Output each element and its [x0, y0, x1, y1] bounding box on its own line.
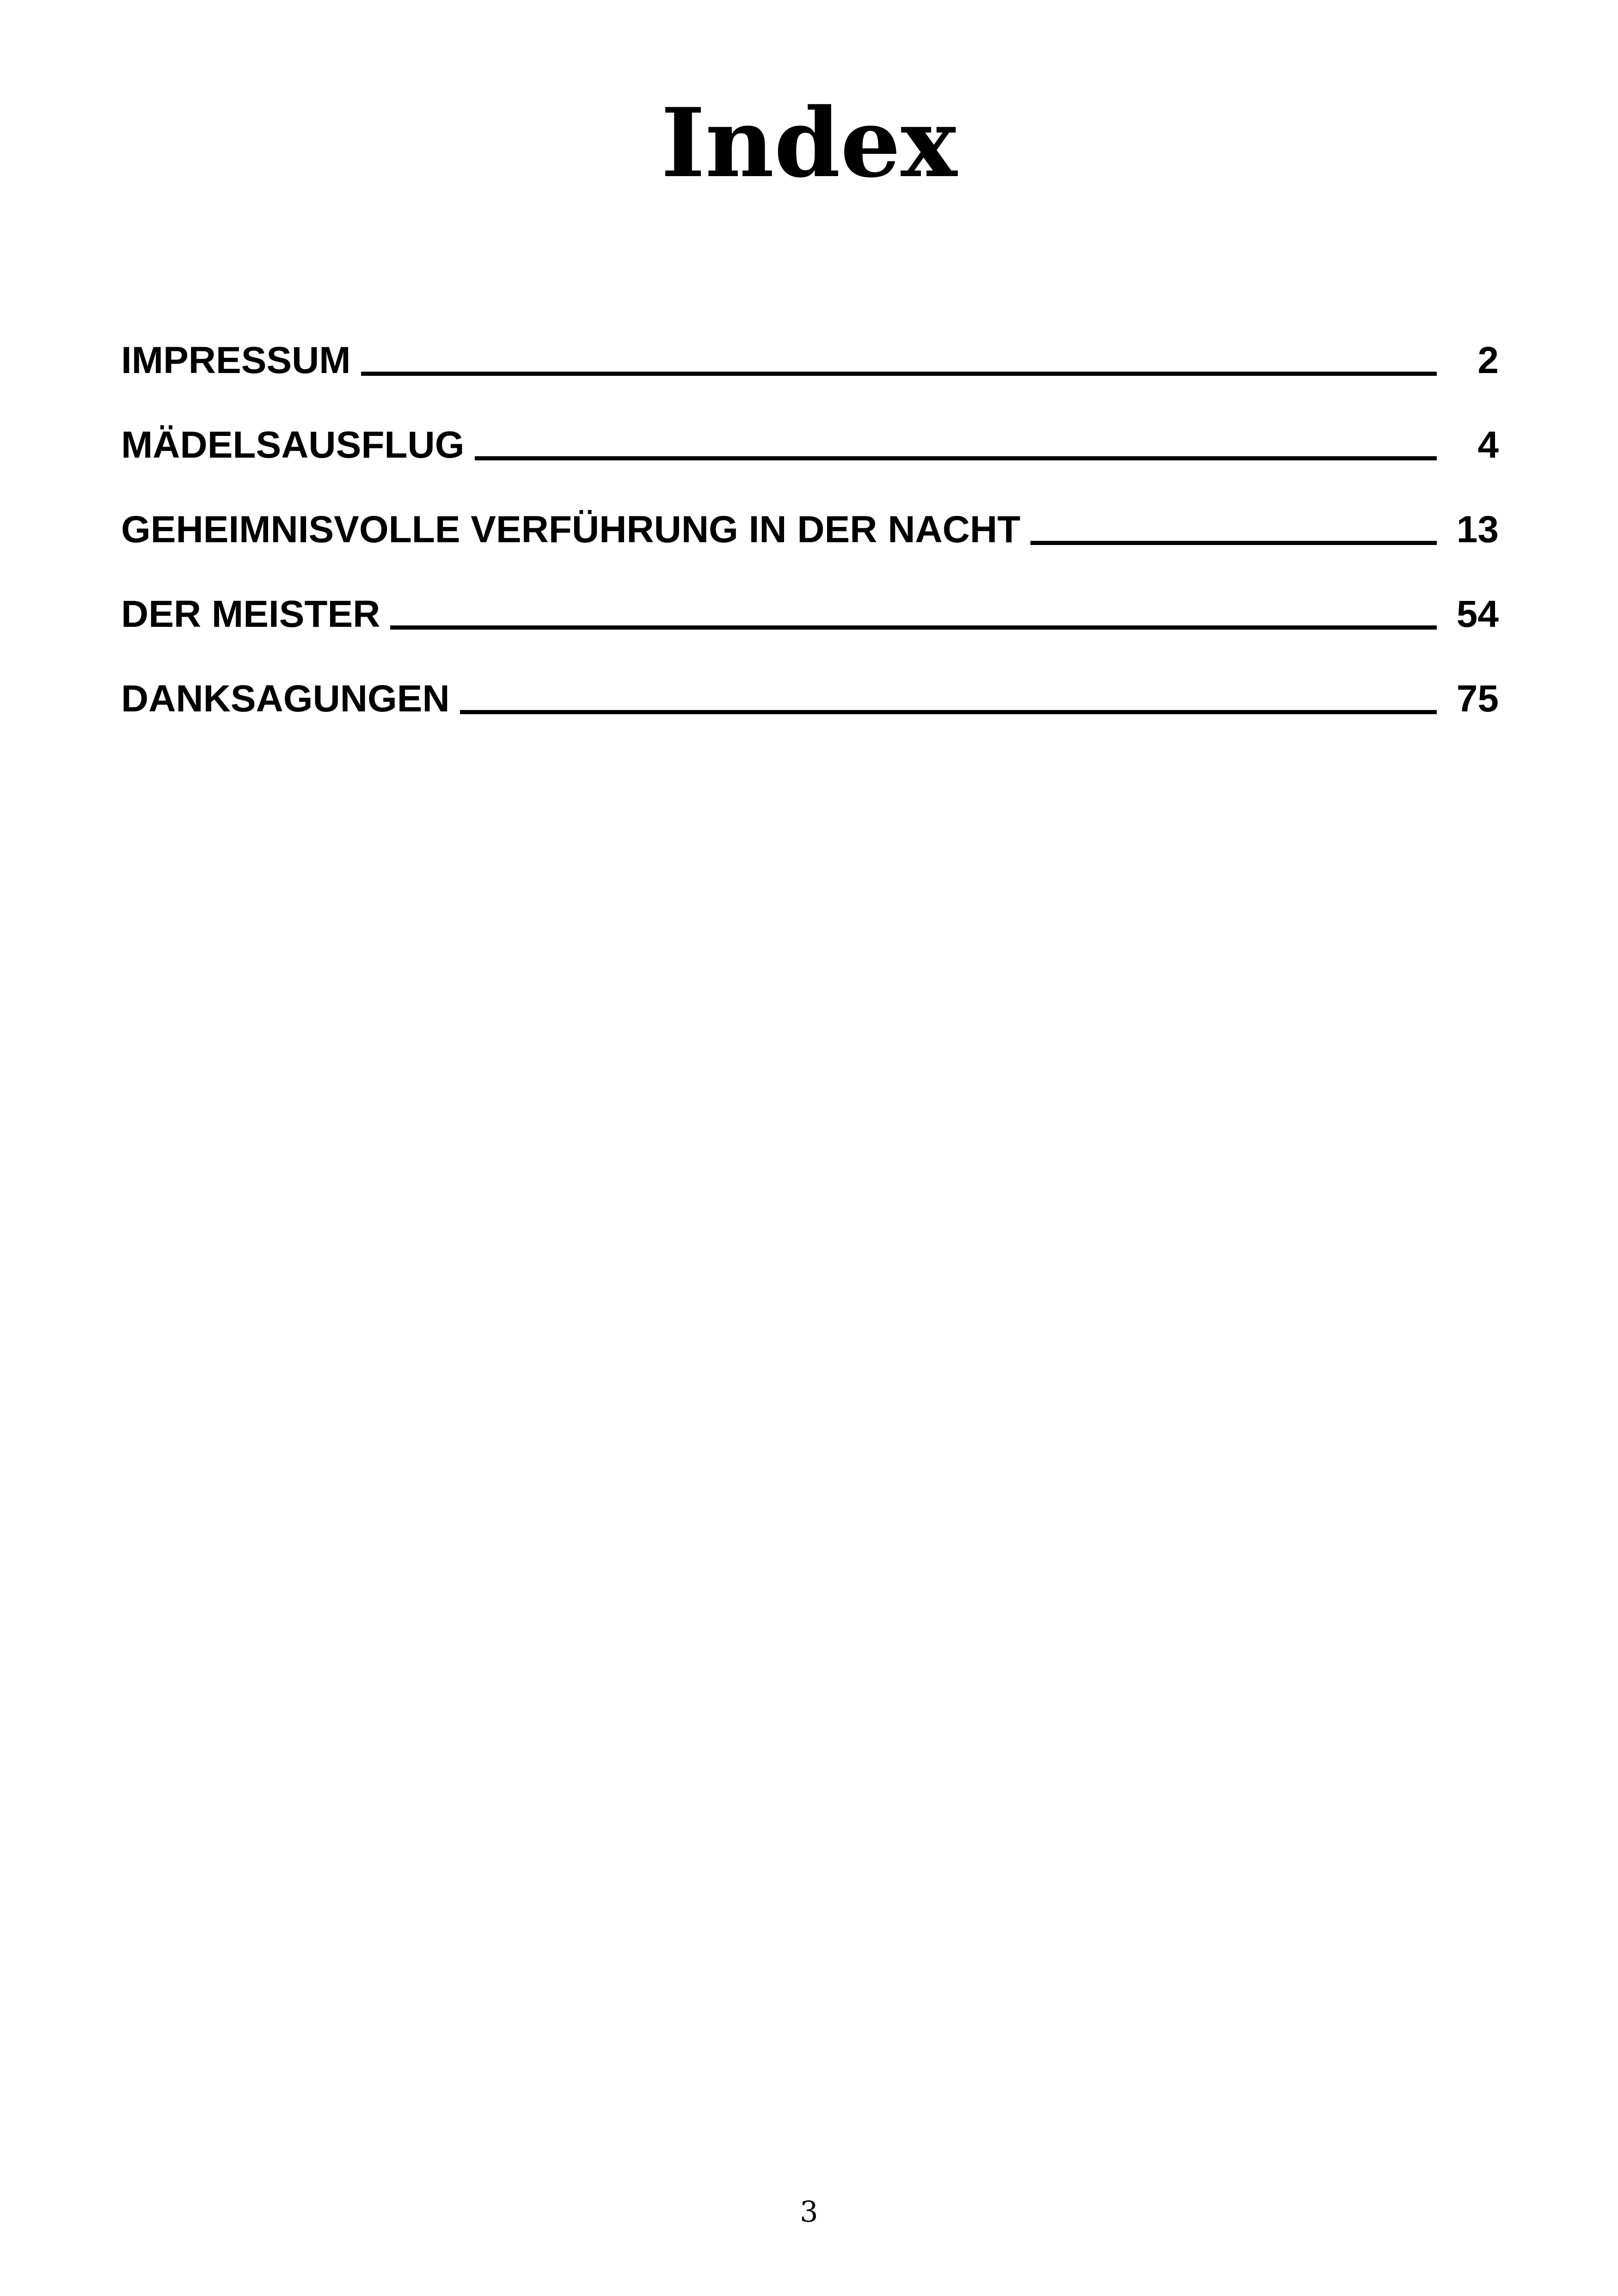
page-title: Index [661, 88, 957, 199]
toc-entry-maedelsausflug[interactable] [121, 417, 1499, 502]
toc-entry-label: DANKSAGUNGEN [121, 678, 450, 720]
toc-entry-page: 2 [1477, 339, 1499, 381]
toc-entry-label: MÄDELSAUSFLUG [121, 424, 465, 466]
toc-leader-line [1030, 541, 1437, 545]
toc-leader-line [361, 372, 1437, 376]
toc-leader-line [390, 625, 1437, 630]
toc-entry-der-meister[interactable] [121, 587, 1499, 671]
toc-entry-label: DER MEISTER [121, 593, 380, 635]
toc-entry-page: 75 [1456, 678, 1499, 720]
toc-entry-geheimnisvolle-verfuehrung[interactable] [121, 502, 1499, 587]
toc-entry-page: 4 [1477, 424, 1499, 466]
toc-leader-line [460, 710, 1437, 714]
toc-entry-page: 54 [1456, 593, 1499, 635]
table-of-contents [121, 333, 1499, 756]
toc-leader-line [475, 456, 1437, 460]
toc-entry-page: 13 [1456, 508, 1499, 551]
toc-entry-label: IMPRESSUM [121, 339, 351, 381]
page-number: 3 [800, 2195, 818, 2229]
toc-entry-impressum[interactable] [121, 333, 1499, 417]
toc-entry-danksagungen[interactable] [121, 671, 1499, 756]
toc-entry-label: GEHEIMNISVOLLE VERFÜHRUNG IN DER NACHT [121, 508, 1021, 551]
